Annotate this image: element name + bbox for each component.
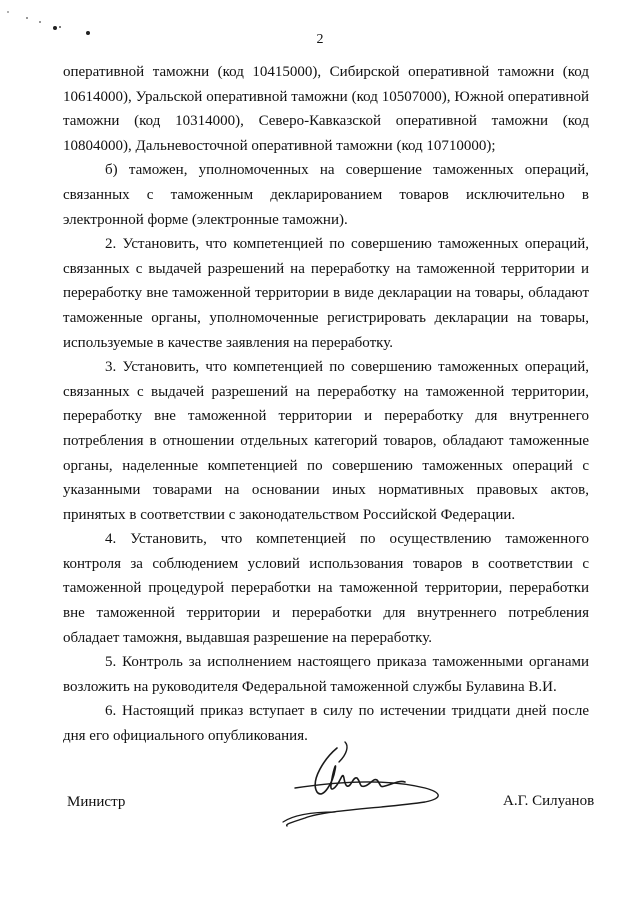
paragraph-item-4: 4. Установить, что компетенцией по осуществлению таможенного контроля за соблюдением условий использования товаров в соответствии с таможенной процедурой переработки на таможенной территории, переработки вне таможенной территории и переработки для внутреннего потребления обладает таможня, выдавшая разрешение на переработку.	[63, 531, 589, 646]
page-number: 2	[316, 32, 324, 47]
signatory-position: Министр	[67, 794, 126, 810]
handwritten-signature	[275, 740, 465, 830]
paragraph-item-5: 5. Контроль за исполнением настоящего приказа таможенными органами возложить на руководителя Федеральной таможенной службы Булавина В.И.	[63, 654, 589, 695]
paragraph-item-6: 6. Настоящий приказ вступает в силу по истечении тридцати дней после дня его официального опубликования.	[63, 703, 589, 745]
paragraph-item-b: б) таможен, уполномоченных на совершение таможенных операций, связанных с таможенным декларированием товаров исключительно в электронной форме (электронные таможни).	[63, 162, 589, 228]
body-text	[63, 60, 589, 749]
signatory-name: А.Г. Силуанов	[503, 793, 595, 809]
paragraph-item-3: 3. Установить, что компетенцией по совершению таможенных операций, связанных с выдачей разрешений на переработку на таможенной территории, переработку вне таможенной территории и переработку для внутреннего потребления в отношении отдельных категорий товаров, обладают таможенные органы, наделенные компетенцией по совершению таможенных операций с указанными товарами на основании иных нормативных правовых актов, принятых в соответствии с законодательством Российской Федерации.	[63, 359, 589, 523]
signature-block	[0, 740, 640, 840]
paragraph-continuation: оперативной таможни (код 10415000), Сибирской оперативной таможни (код 10614000), Уральской оперативной таможни (код 10507000), Южной оперативной таможни (код 10314000), Северо-Кавказской оперативной таможни (код 10804000), Дальневосточной оперативной таможни (код 10710000);	[63, 64, 589, 154]
paragraph-item-2: 2. Установить, что компетенцией по совершению таможенных операций, связанных с выдачей разрешений на переработку на таможенной территории и переработку вне таможенной территории в виде декларации на товары, обладают таможенные органы, уполномоченные регистрировать декларации на товары, используемые в качестве заявления на переработку.	[63, 236, 589, 351]
